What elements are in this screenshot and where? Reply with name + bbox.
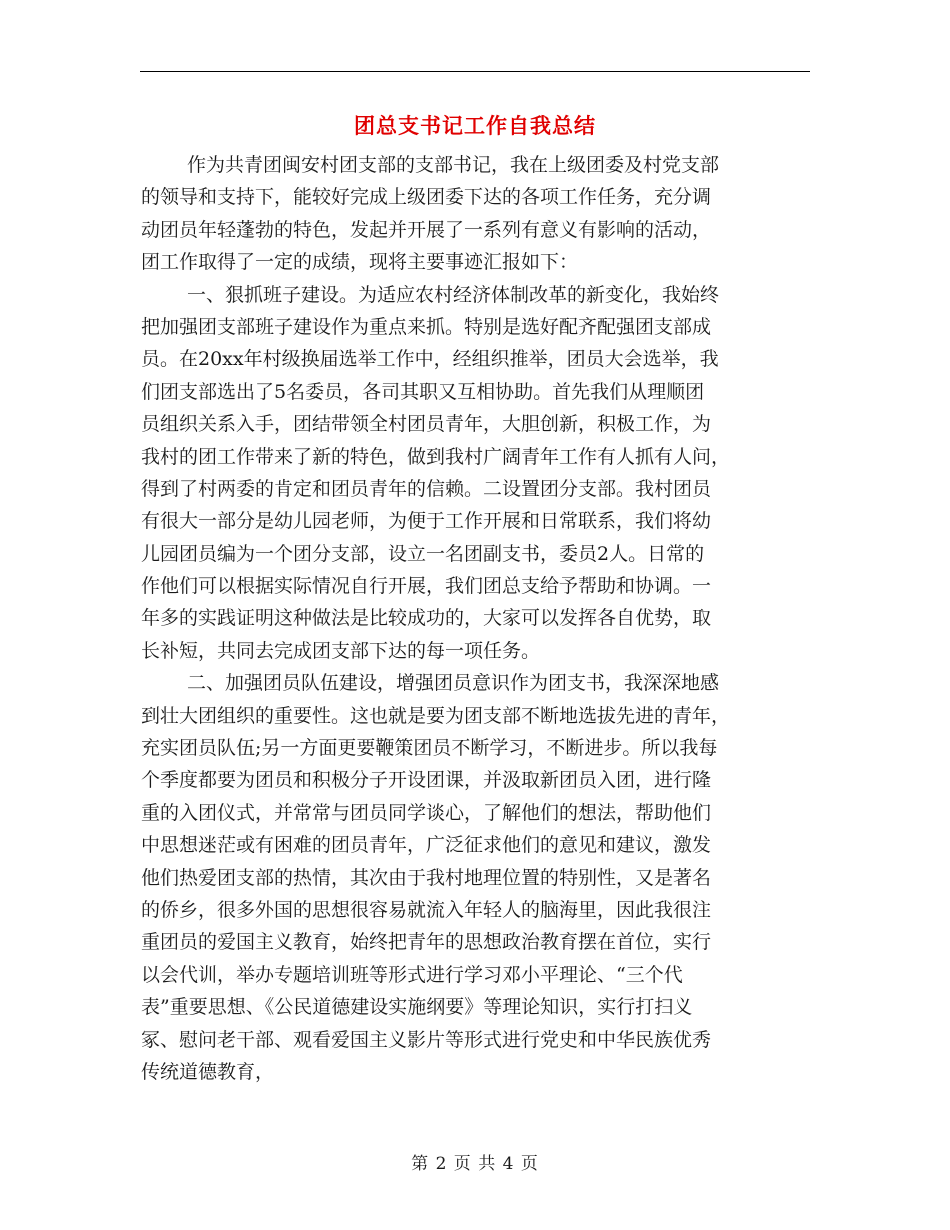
body-text-line: 二、加强团员队伍建设，增强团员意识作为团支书，我深深地感: [187, 672, 720, 695]
body-text-line: 表”重要思想、《公民道德建设实施纲要》等理论知识，实行打扫义: [141, 996, 693, 1019]
body-text-line: 的领导和支持下，能较好完成上级团委下达的各项工作任务，充分调: [141, 186, 712, 209]
body-text-line: 中思想迷茫或有困难的团员青年，广泛征求他们的意见和建议，激发: [141, 834, 712, 857]
body-text-line: 作他们可以根据实际情况自行开展，我们团总支给予帮助和协调。一: [141, 575, 712, 598]
body-text-line: 团工作取得了一定的成绩，现将主要事迹汇报如下：: [141, 251, 579, 274]
body-text-line: 的侨乡，很多外国的思想很容易就流入年轻人的脑海里，因此我很注: [141, 898, 712, 921]
body-text-line: 重的入团仪式，并常常与团员同学谈心，了解他们的想法，帮助他们: [141, 801, 712, 824]
body-text-line: 作为共青团闽安村团支部的支部书记，我在上级团委及村党支部: [187, 154, 720, 176]
body-text-line: 年多的实践证明这种做法是比较成功的，大家可以发挥各自优势，取: [141, 607, 712, 630]
body-text-line: 员组织关系入手，团结带领全村团员青年，大胆创新，积极工作，为: [141, 413, 712, 436]
document-title: 团总支书记工作自我总结: [354, 113, 596, 138]
body-text-line: 儿园团员编为一个团分支部，设立一名团副支书，委员2人。日常的: [141, 542, 705, 565]
body-text-line: 动团员年轻蓬勃的特色，发起并开展了一系列有意义有影响的活动，: [141, 218, 712, 241]
body-text-line: 长补短，共同去完成团支部下达的每一项任务。: [141, 639, 541, 662]
page-number: 第 2 页 共 4 页: [411, 1154, 539, 1174]
header-rule: [140, 71, 810, 72]
body-text-line: 传统道德教育，: [141, 1060, 275, 1083]
document-body: [141, 149, 813, 1088]
body-text-line: 重团员的爱国主义教育，始终把青年的思想政治教育摆在首位，实行: [141, 931, 712, 954]
body-text-line: 们团支部选出了5名委员，各司其职又互相协助。首先我们从理顺团: [141, 380, 705, 403]
body-text-line: 员。在20xx年村级换届选举工作中，经组织推举，团员大会选举，我: [141, 348, 719, 371]
body-text-line: 充实团员队伍;另一方面更要鞭策团员不断学习，不断进步。所以我每: [141, 737, 718, 760]
body-text-line: 到壮大团组织的重要性。这也就是要为团支部不断地选拔先进的青年，: [141, 704, 731, 727]
body-text-line: 个季度都要为团员和积极分子开设团课，并汲取新团员入团，进行隆: [141, 769, 712, 792]
body-text-line: 得到了村两委的肯定和团员青年的信赖。二设置团分支部。我村团员: [141, 477, 712, 500]
body-text-line: 有很大一部分是幼儿园老师，为便于工作开展和日常联系，我们将幼: [141, 510, 712, 533]
body-text-line: 我村的团工作带来了新的特色，做到我村广阔青年工作有人抓有人问，: [141, 445, 731, 468]
body-text-line: 一、狠抓班子建设。为适应农村经济体制改革的新变化，我始终: [187, 283, 720, 306]
body-text-line: 冢、慰问老干部、观看爱国主义影片等形式进行党史和中华民族优秀: [141, 1028, 712, 1051]
body-text-line: 把加强团支部班子建设作为重点来抓。特别是选好配齐配强团支部成: [141, 315, 712, 338]
body-text-line: 以会代训，举办专题培训班等形式进行学习邓小平理论、“三个代: [141, 963, 683, 986]
body-text-line: 他们热爱团支部的热情，其次由于我村地理位置的特别性，又是著名: [141, 866, 712, 889]
